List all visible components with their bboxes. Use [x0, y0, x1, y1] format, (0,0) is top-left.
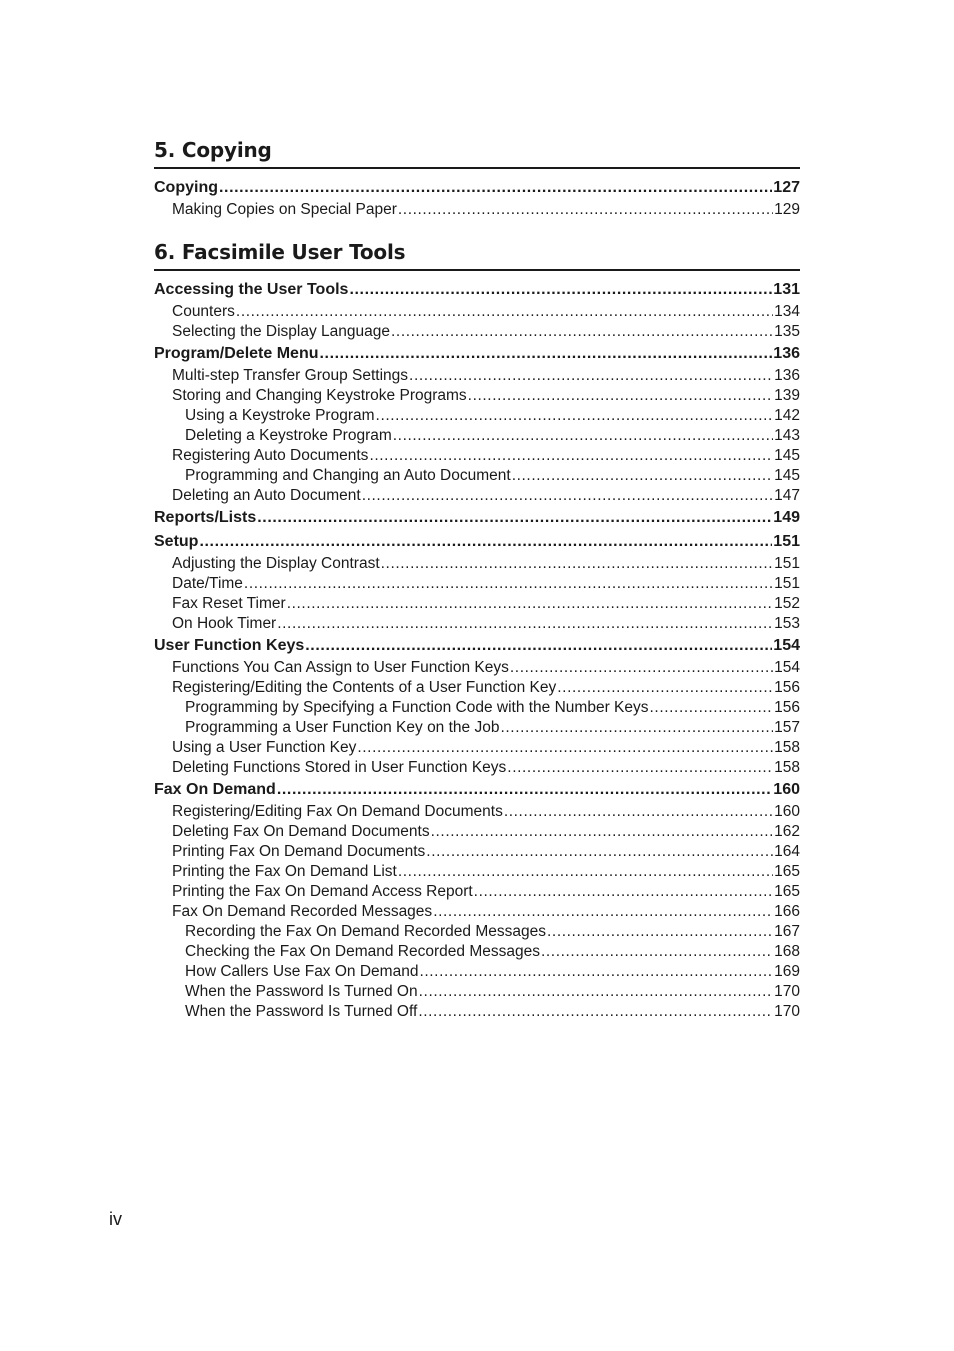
- toc-entry-label: User Function Keys: [154, 637, 305, 654]
- toc-entry-label: Registering/Editing Fax On Demand Documents: [172, 803, 503, 820]
- dot-leader: [349, 278, 772, 302]
- toc-page-number: 145: [774, 447, 800, 464]
- toc-page-number: 136: [773, 345, 800, 362]
- toc-page-number: 168: [774, 943, 800, 960]
- dot-leader: [468, 386, 773, 406]
- toc-entry[interactable]: [154, 822, 800, 842]
- toc-page-number: 169: [774, 963, 800, 980]
- toc-entry[interactable]: [154, 698, 800, 718]
- toc-chapter-entry[interactable]: [154, 342, 800, 366]
- toc-entry[interactable]: [154, 366, 800, 386]
- toc-entry[interactable]: [154, 466, 800, 486]
- toc-page-number: 160: [774, 803, 800, 820]
- toc-section: [154, 238, 800, 1022]
- toc-page-number: 165: [774, 883, 800, 900]
- toc-page-number: 165: [774, 863, 800, 880]
- dot-leader: [431, 822, 774, 842]
- toc-entry-label: Programming and Changing an Auto Document: [185, 467, 511, 484]
- dot-leader: [500, 718, 773, 738]
- toc-entry-label: Adjusting the Display Contrast: [172, 555, 380, 572]
- toc-chapter-entry[interactable]: [154, 278, 800, 302]
- toc-entry[interactable]: [154, 594, 800, 614]
- toc-entry-label: When the Password Is Turned Off: [185, 1003, 418, 1020]
- toc-page-number: 164: [774, 843, 800, 860]
- dot-leader: [507, 758, 773, 778]
- toc-page-number: 157: [774, 719, 800, 736]
- section-title: 5. Copying: [154, 136, 800, 169]
- toc-page-number: 136: [774, 367, 800, 384]
- toc-entry-label: Program/Delete Menu: [154, 345, 319, 362]
- toc-page-number: 160: [773, 781, 800, 798]
- toc-entry[interactable]: [154, 738, 800, 758]
- toc-page-number: 154: [773, 637, 800, 654]
- toc-entry-label: Registering Auto Documents: [172, 447, 369, 464]
- toc-chapter-entry[interactable]: [154, 506, 800, 530]
- dot-leader: [393, 426, 773, 446]
- toc-entry[interactable]: [154, 962, 800, 982]
- toc-entry-label: Making Copies on Special Paper: [172, 201, 397, 218]
- dot-leader: [547, 922, 773, 942]
- dot-leader: [369, 446, 773, 466]
- toc-entry-label: Deleting an Auto Document: [172, 487, 361, 504]
- toc-entry-label: Date/Time: [172, 575, 243, 592]
- dot-leader: [362, 486, 773, 506]
- dot-leader: [381, 554, 773, 574]
- toc-entry[interactable]: [154, 882, 800, 902]
- toc-entry[interactable]: [154, 614, 800, 634]
- dot-leader: [419, 982, 774, 1002]
- section-spacer: [154, 220, 800, 238]
- toc-entry-label: Printing the Fax On Demand List: [172, 863, 397, 880]
- toc-entry-label: Programming a User Function Key on the Job: [185, 719, 500, 736]
- toc-page-number: 158: [774, 759, 800, 776]
- toc-entry-label: On Hook Timer: [172, 615, 277, 632]
- dot-leader: [305, 634, 772, 658]
- toc-page-number: 135: [774, 323, 800, 340]
- toc-entry[interactable]: [154, 302, 800, 322]
- toc-entry-label: Deleting Functions Stored in User Function Keys: [172, 759, 507, 776]
- toc-entry-label: Checking the Fax On Demand Recorded Messages: [185, 943, 540, 960]
- dot-leader: [650, 698, 774, 718]
- toc-page-number: 129: [774, 201, 800, 218]
- toc-page-number: 143: [774, 427, 800, 444]
- dot-leader: [219, 176, 772, 200]
- toc-chapter-entry[interactable]: [154, 530, 800, 554]
- toc-chapter-entry[interactable]: [154, 634, 800, 658]
- toc-sections: [154, 136, 800, 1022]
- dot-leader: [236, 302, 773, 322]
- toc-entry-label: Printing the Fax On Demand Access Report: [172, 883, 473, 900]
- toc-entry-label: Accessing the User Tools: [154, 281, 349, 298]
- toc-entry[interactable]: [154, 426, 800, 446]
- toc-entry[interactable]: [154, 1002, 800, 1022]
- toc-entry-label: Reports/Lists: [154, 509, 257, 526]
- toc-entry-label: Deleting a Keystroke Program: [185, 427, 392, 444]
- dot-leader: [512, 466, 773, 486]
- toc-entry-label: Fax On Demand: [154, 781, 276, 798]
- dot-leader: [199, 530, 772, 554]
- toc-entry[interactable]: [154, 658, 800, 678]
- section-title: 6. Facsimile User Tools: [154, 238, 800, 271]
- toc-entry-label: Setup: [154, 533, 199, 550]
- toc-entry-label: Storing and Changing Keystroke Programs: [172, 387, 467, 404]
- toc-page-number: 158: [774, 739, 800, 756]
- dot-leader: [419, 962, 773, 982]
- toc-entry-label: Recording the Fax On Demand Recorded Messages: [185, 923, 546, 940]
- dot-leader: [433, 902, 773, 922]
- page-folio: iv: [109, 1209, 122, 1229]
- toc-page-number: 156: [774, 679, 800, 696]
- toc-entry-list: [154, 278, 800, 1022]
- toc-entry[interactable]: [154, 758, 800, 778]
- toc-page-number: 166: [774, 903, 800, 920]
- toc-page-number: 147: [774, 487, 800, 504]
- dot-leader: [504, 802, 773, 822]
- toc-entry-label: Using a User Function Key: [172, 739, 357, 756]
- toc-page-number: 134: [774, 303, 800, 320]
- toc-entry[interactable]: [154, 486, 800, 506]
- toc-entry-label: Registering/Editing the Contents of a User Function Key: [172, 679, 557, 696]
- toc-entry-label: When the Password Is Turned On: [185, 983, 418, 1000]
- dot-leader: [409, 366, 773, 386]
- toc-page-number: 170: [774, 1003, 800, 1020]
- toc-page-number: 142: [774, 407, 800, 424]
- toc-entry[interactable]: [154, 574, 800, 594]
- dot-leader: [391, 322, 773, 342]
- toc-entry-label: Multi-step Transfer Group Settings: [172, 367, 409, 384]
- dot-leader: [244, 574, 773, 594]
- toc-entry[interactable]: [154, 554, 800, 574]
- toc-page-number: 131: [773, 281, 800, 298]
- toc-entry[interactable]: [154, 386, 800, 406]
- toc-entry[interactable]: [154, 902, 800, 922]
- dot-leader: [319, 342, 772, 366]
- toc-entry-label: Printing Fax On Demand Documents: [172, 843, 426, 860]
- toc-entry-label: Counters: [172, 303, 235, 320]
- dot-leader: [474, 882, 773, 902]
- toc-page-number: 151: [774, 575, 800, 592]
- toc-entry[interactable]: [154, 842, 800, 862]
- toc-entry-label: Fax On Demand Recorded Messages: [172, 903, 433, 920]
- toc-page-number: 151: [774, 555, 800, 572]
- dot-leader: [557, 678, 773, 698]
- toc-page-number: 151: [773, 533, 800, 550]
- toc-page-number: 170: [774, 983, 800, 1000]
- toc-entry[interactable]: [154, 200, 800, 220]
- dot-leader: [357, 738, 773, 758]
- toc-section: [154, 136, 800, 220]
- toc-entry[interactable]: [154, 406, 800, 426]
- dot-leader: [376, 406, 774, 426]
- dot-leader: [398, 200, 773, 220]
- toc-entry-list: [154, 176, 800, 220]
- toc-entry[interactable]: [154, 942, 800, 962]
- toc-entry-label: Functions You Can Assign to User Function Keys: [172, 659, 509, 676]
- toc-entry-label: Using a Keystroke Program: [185, 407, 375, 424]
- toc-entry[interactable]: [154, 322, 800, 342]
- dot-leader: [541, 942, 773, 962]
- toc-chapter-entry[interactable]: [154, 176, 800, 200]
- toc-page-number: 127: [773, 179, 800, 196]
- toc-entry[interactable]: [154, 446, 800, 466]
- toc-entry[interactable]: [154, 862, 800, 882]
- toc-entry[interactable]: [154, 982, 800, 1002]
- toc-page-number: 167: [774, 923, 800, 940]
- toc-page-number: 139: [774, 387, 800, 404]
- dot-leader: [398, 862, 773, 882]
- toc-page-number: 156: [774, 699, 800, 716]
- dot-leader: [277, 614, 773, 634]
- toc-entry-label: Deleting Fax On Demand Documents: [172, 823, 430, 840]
- toc-page-number: 152: [774, 595, 800, 612]
- toc-entry-label: Selecting the Display Language: [172, 323, 391, 340]
- dot-leader: [277, 778, 772, 802]
- toc-entry[interactable]: [154, 718, 800, 738]
- table-of-contents: [154, 136, 800, 1022]
- toc-page-number: 145: [774, 467, 800, 484]
- dot-leader: [418, 1002, 773, 1022]
- toc-entry[interactable]: [154, 678, 800, 698]
- toc-chapter-entry[interactable]: [154, 778, 800, 802]
- toc-entry[interactable]: [154, 922, 800, 942]
- toc-entry-label: Fax Reset Timer: [172, 595, 286, 612]
- toc-entry-label: Copying: [154, 179, 218, 196]
- dot-leader: [510, 658, 773, 678]
- dot-leader: [426, 842, 773, 862]
- toc-page-number: 162: [774, 823, 800, 840]
- toc-entry-label: Programming by Specifying a Function Code with the Number Keys: [185, 699, 649, 716]
- toc-entry-label: How Callers Use Fax On Demand: [185, 963, 419, 980]
- toc-page-number: 149: [773, 509, 800, 526]
- toc-page-number: 154: [774, 659, 800, 676]
- toc-page-number: 153: [774, 615, 800, 632]
- toc-entry[interactable]: [154, 802, 800, 822]
- dot-leader: [257, 506, 772, 530]
- dot-leader: [287, 594, 773, 614]
